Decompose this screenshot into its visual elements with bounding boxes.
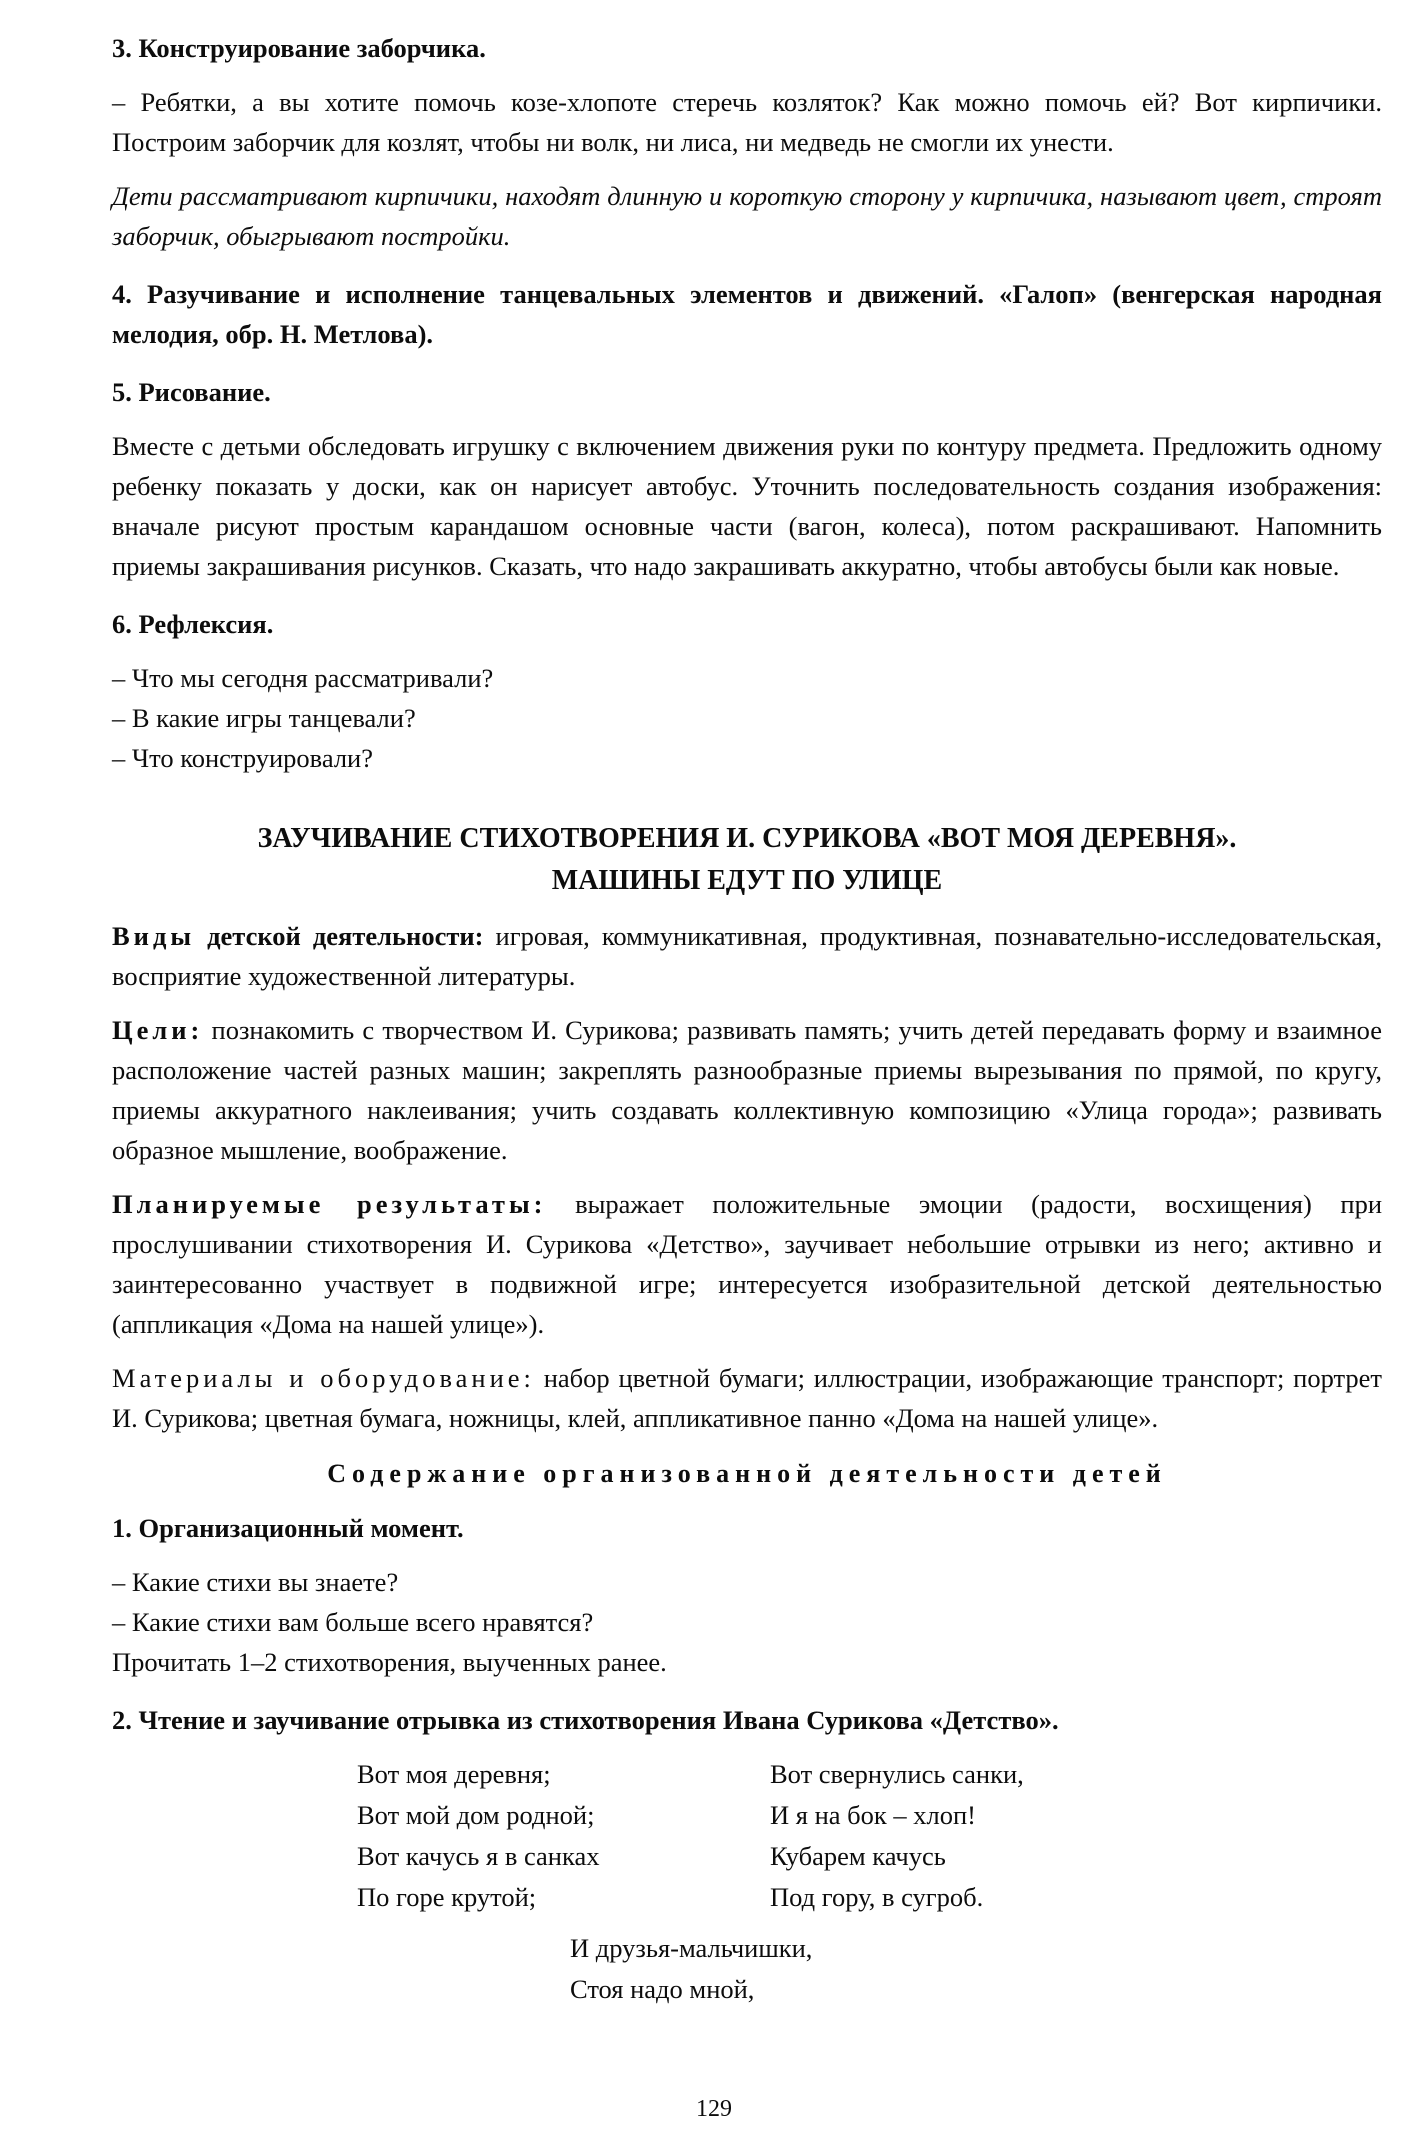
- reflection-question: – В какие игры танцевали?: [112, 703, 416, 733]
- goals-text: познакомить с творчеством И. Сурикова; развивать память; учить детей передавать форму и взаимное расположение частей разных машин; закреплять разнообразные приемы вырезывания по прямой, по кругу, приемы аккуратного наклеивания; учить создавать коллективную композицию «Улица города»; развивать образное мышление, воображение.: [112, 1015, 1382, 1165]
- reflection-question: – Что мы сегодня рассматривали?: [112, 663, 494, 693]
- activities-label: Виды: [112, 921, 196, 951]
- poem-stanza-right: [770, 1754, 1024, 1918]
- poem-line: Кубарем качусь: [770, 1841, 946, 1871]
- reflection-question: – Что конструировали?: [112, 743, 373, 773]
- section-3-heading: 3. Конструирование заборчика.: [112, 33, 486, 63]
- activities-paragraph: [112, 916, 1382, 996]
- step-2-heading: 2. Чтение и заучивание отрывка из стихотворения Ивана Сурикова «Детство».: [112, 1705, 1059, 1735]
- section-3-italic-note: Дети рассматривают кирпичики, находят длинную и короткую сторону у кирпичика, называют цвет, строят заборчик, обыгрывают постройки.: [112, 181, 1382, 251]
- materials-text: набор цветной бумаги; иллюстрации, изображающие транспорт; портрет И. Сурикова; цветная бумага, ножницы, клей, аппликативное панно «Дома на нашей улице».: [112, 1363, 1382, 1433]
- results-text: выражает положительные эмоции (радости, восхищения) при прослушивании стихотворения И. Сурикова «Детство», заучивает небольшие отрывки из него; активно и заинтересованно участвует в подвижной игре; интересуется изобразительной детской деятельностью (аппликация «Дома на нашей улице»).: [112, 1189, 1382, 1339]
- content-heading: Содержание организованной деятельности детей: [327, 1459, 1167, 1488]
- poem-line: Вот свернулись санки,: [770, 1759, 1024, 1789]
- materials-paragraph: [112, 1358, 1382, 1438]
- results-label: Планируемые результаты:: [112, 1189, 547, 1219]
- step-1-question: – Какие стихи вам больше всего нравятся?: [112, 1607, 594, 1637]
- poem-line: Стоя надо мной,: [570, 1974, 755, 2004]
- poem-stanza-tail: [570, 1928, 1382, 2010]
- section-3-paragraph: – Ребятки, а вы хотите помочь козе-хлопоте стеречь козляток? Как можно помочь ей? Вот кирпичики. Построим заборчик для козлят, чтобы ни волк, ни лиса, ни медведь не смогли их унести.: [112, 87, 1382, 157]
- poem-line: Под гору, в сугроб.: [770, 1882, 984, 1912]
- lesson-title-line-1: ЗАУЧИВАНИЕ СТИХОТВОРЕНИЯ И. СУРИКОВА «ВОТ МОЯ ДЕРЕВНЯ».: [257, 823, 1237, 854]
- activities-label-rest: детской деятельности:: [195, 921, 484, 951]
- poem-line: И я на бок – хлоп!: [770, 1800, 976, 1830]
- page-number: 129: [696, 2096, 732, 2122]
- section-5-paragraph: Вместе с детьми обследовать игрушку с включением движения руки по контуру предмета. Предложить одному ребенку показать у доски, как он нарисует автобус. Уточнить последовательность создания изображения: вначале рисуют простым карандашом основные части (вагон, колеса), потом раскрашивают. Напомнить приемы закрашивания рисунков. Сказать, что надо закрашивать аккуратно, чтобы автобусы были как новые.: [112, 431, 1382, 581]
- poem-stanzas: [112, 1754, 1382, 1918]
- materials-label: Материалы и оборудование:: [112, 1363, 535, 1393]
- goals-paragraph: [112, 1010, 1382, 1170]
- poem-line: Вот качусь я в санках: [357, 1841, 600, 1871]
- section-4-heading: 4. Разучивание и исполнение танцевальных элементов и движений. «Галоп» (венгерская народная мелодия, обр. Н. Метлова).: [112, 279, 1382, 349]
- section-6-heading: 6. Рефлексия.: [112, 609, 274, 639]
- poem-line: Вот моя деревня;: [357, 1759, 551, 1789]
- lesson-title-line-2: МАШИНЫ ЕДУТ ПО УЛИЦЕ: [551, 865, 943, 896]
- poem-line: И друзья-мальчишки,: [570, 1933, 813, 1963]
- step-1-text: Прочитать 1–2 стихотворения, выученных ранее.: [112, 1647, 667, 1677]
- poem-line: По горе крутой;: [357, 1882, 537, 1912]
- activities-text: игровая, коммуникативная, продуктивная, познавательно-исследовательская, восприятие художественной литературы.: [112, 921, 1383, 991]
- step-1-question: – Какие стихи вы знаете?: [112, 1567, 399, 1597]
- poem-line: Вот мой дом родной;: [357, 1800, 595, 1830]
- step-1-heading: 1. Организационный момент.: [112, 1513, 464, 1543]
- section-5-heading: 5. Рисование.: [112, 377, 271, 407]
- page-content: [112, 28, 1382, 2010]
- poem-stanza-left: [357, 1754, 599, 1918]
- goals-label: Цели:: [112, 1015, 204, 1045]
- results-paragraph: [112, 1184, 1382, 1344]
